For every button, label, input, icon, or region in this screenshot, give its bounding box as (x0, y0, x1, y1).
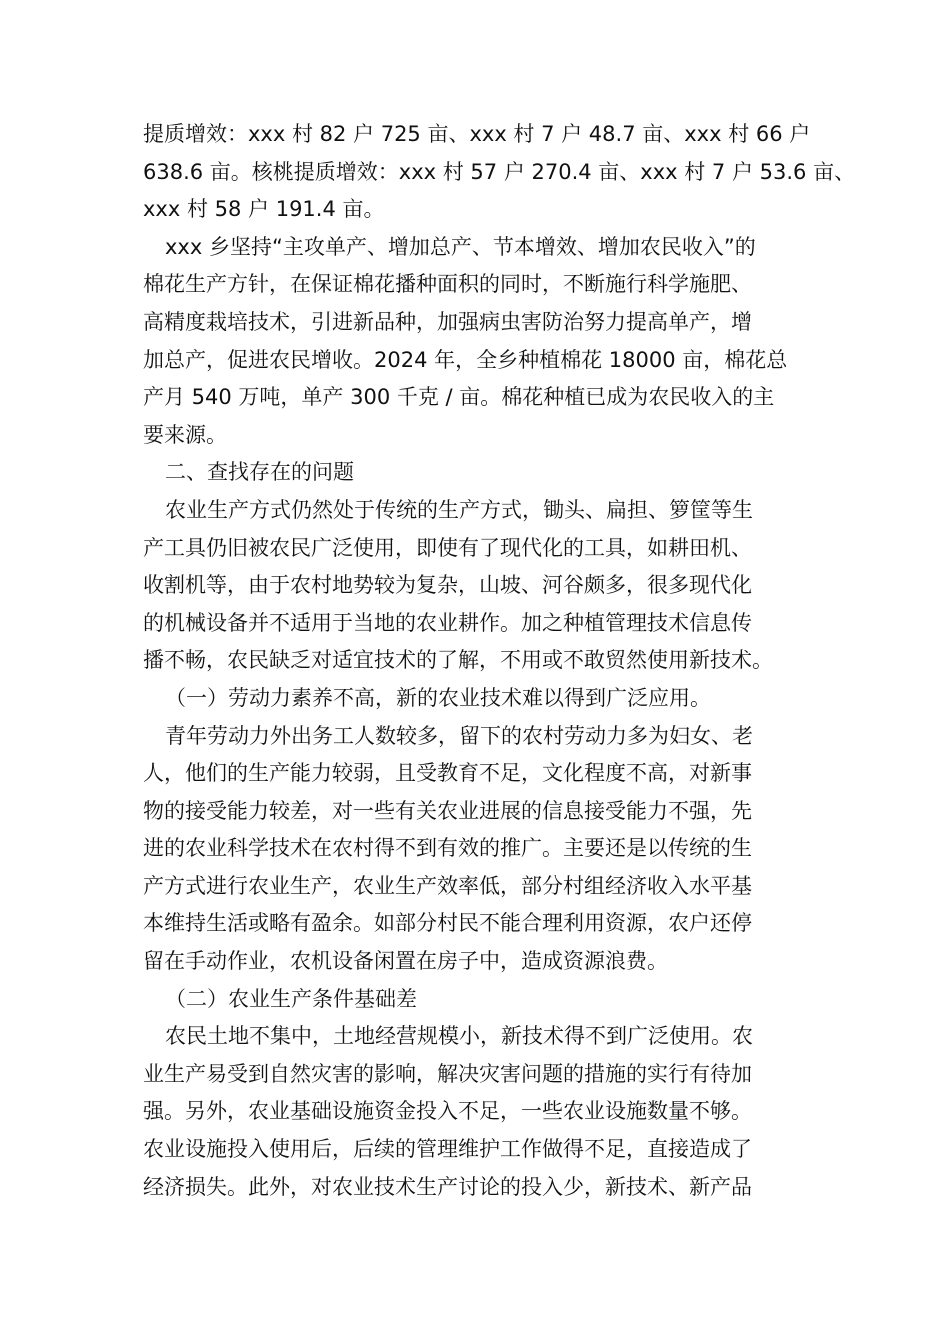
text-line: 强。另外，农业基础设施资金投入不足，一些农业设施数量不够。 (143, 1099, 752, 1124)
subheading-production-conditions (143, 981, 811, 1019)
text-line: 产月 540 万吨，单产 300 千克 / 亩。棉花种植已成为农民收入的主 (143, 385, 775, 410)
text-line: 的机械设备并不适用于当地的农业耕作。加之种植管理技术信息传 (143, 610, 752, 635)
text-line: xxx 村 58 户 191.4 亩。 (143, 197, 385, 222)
text-line: 人，他们的生产能力较弱，且受教育不足，文化程度不高，对新事 (143, 761, 752, 786)
text-line: 加总产，促进农民增收。2024 年，全乡种植棉花 18000 亩，棉花总 (143, 347, 788, 372)
document-body (143, 116, 856, 1206)
text-line: 产工具仍旧被农民广泛使用，即使有了现代化的工具，如耕田机、 (143, 535, 752, 560)
paragraph-yield-improvement (143, 116, 856, 229)
paragraph-labor-force (143, 718, 811, 981)
text-line: 播不畅，农民缺乏对适宜技术的了解，不用或不敢贸然使用新技术。 (143, 648, 773, 673)
text-line: 农业设施投入使用后，后续的管理维护工作做得不足，直接造成了 (143, 1137, 752, 1162)
subsection-heading: （一）劳动力素养不高，新的农业技术难以得到广泛应用。 (165, 685, 711, 710)
text-line: 青年劳动力外出务工人数较多，留下的农村劳动力多为妇女、老 (165, 723, 753, 748)
text-line: 物的接受能力较差，对一些有关农业进展的信息接受能力不强，先 (143, 798, 752, 823)
text-line: 产方式进行农业生产，农业生产效率低，部分村组经济收入水平基 (143, 873, 752, 898)
paragraph-production-mode (143, 492, 811, 680)
subsection-heading: （二）农业生产条件基础差 (165, 986, 417, 1011)
text-line: 收割机等，由于农村地势较为复杂，山坡、河谷颇多，很多现代化 (143, 573, 752, 598)
text-line: xxx 乡坚持“主攻单产、增加总产、节本增效、增加农民收入”的 (165, 234, 756, 259)
section-heading: 二、查找存在的问题 (165, 460, 354, 485)
paragraph-production-conditions (143, 1018, 811, 1206)
text-line: 本维持生活或略有盈余。如部分村民不能合理利用资源，农户还停 (143, 911, 752, 936)
text-line: 638.6 亩。核桃提质增效：xxx 村 57 户 270.4 亩、xxx 村 7 户 53.6 亩、 (143, 159, 856, 184)
paragraph-cotton-production (143, 229, 811, 455)
text-line: 提质增效：xxx 村 82 户 725 亩、xxx 村 7 户 48.7 亩、xxx 村 66 户 (143, 122, 811, 146)
text-line: 进的农业科学技术在农村得不到有效的推广。主要还是以传统的生 (143, 836, 752, 861)
text-line: 棉花生产方针，在保证棉花播种面积的同时，不断施行科学施肥、 (143, 272, 752, 297)
text-line: 留在手动作业，农机设备闲置在房子中，造成资源浪费。 (143, 949, 668, 974)
text-line: 业生产易受到自然灾害的影响，解决灾害问题的措施的实行有待加 (143, 1061, 752, 1086)
subheading-labor-quality (143, 680, 811, 718)
text-line: 经济损失。此外，对农业技术生产讨论的投入少，新技术、新产品 (143, 1174, 752, 1199)
text-line: 农业生产方式仍然处于传统的生产方式，锄头、扁担、箩筐等生 (165, 497, 753, 522)
text-line: 高精度栽培技术，引进新品种，加强病虫害防治努力提高单产，增 (143, 309, 752, 334)
section-heading-problems (143, 454, 811, 492)
text-line: 农民土地不集中，土地经营规模小，新技术得不到广泛使用。农 (165, 1024, 753, 1049)
text-line: 要来源。 (143, 422, 227, 447)
